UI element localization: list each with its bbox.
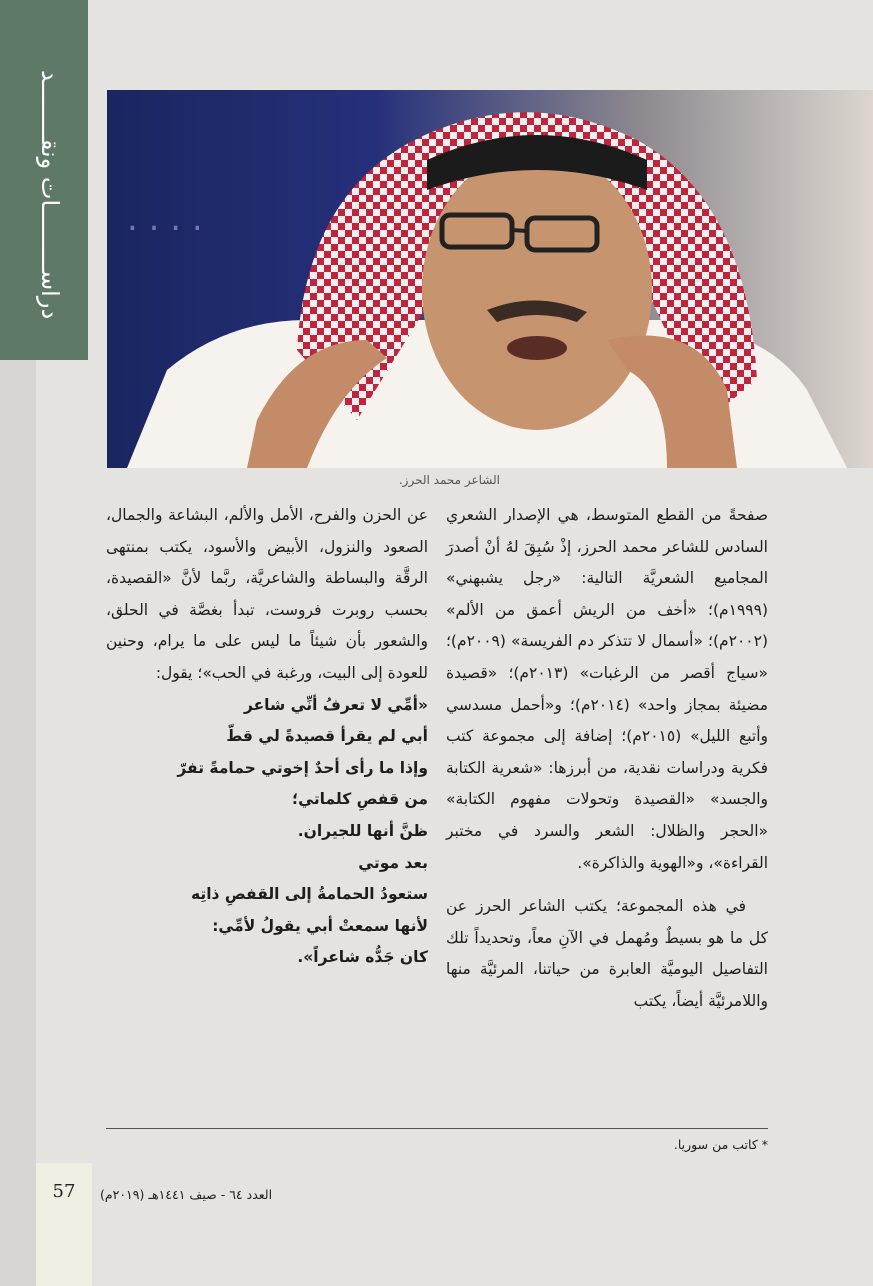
poem-line: وإذا ما رأى أحدٌ إخوتي حمامةً تفرّ [177, 758, 428, 777]
photo-caption: الشاعر محمد الحرز. [398, 473, 500, 487]
article-column-right [446, 500, 768, 1018]
poem-line: ستعودُ الحمامةُ إلى القفصِ ذاتِه [191, 885, 428, 904]
poem-line: ظنَّ أنها للجيران. [297, 821, 428, 840]
article-paragraph: في هذه المجموعة؛ يكتب الشاعر الحرز عن كل ما هو بسيطٌ ومُهمل في الآنِ معاً، وتحديداً تلك التفاصيل اليوميَّة العابرة من حياتنا، المرئيَّة منها واللامرئيَّة أيضاً، يكتب [446, 897, 768, 1010]
footnote-divider [106, 1128, 768, 1129]
poem-line: كان جَدُّه شاعراً». [297, 948, 428, 967]
poem-line: لأنها سمعتْ أبي يقولُ لأمِّي: [212, 916, 428, 935]
article-paragraph: صفحةً من القطع المتوسط، هي الإصدار الشعري السادس للشاعر محمد الحرز، إذْ سُبِقَ لهُ أنْ أصدرَ المجاميع الشعريَّة التالية: «رجل يشبهني» (١٩٩٩م)؛ «أخف من الريش أعمق من الألم» (٢٠٠٢م)؛ «أسمال لا تتذكر دم الفريسة» (٢٠٠٩م)؛ «سياج أقصر من الرغبات» (٢٠١٣م)؛ «قصيدة مضيئة بمجاز واحد» (٢٠١٤م)؛ و«أحمل مسدسي وأتبع الليل» (٢٠١٥م)؛ إضافة إلى مجموعة كتب فكرية ودراسات نقدية، من أبرزها: «شعرية الكتابة والجسد» «القصيدة وتحولات مفهوم الكتابة» «الحجر والظلال: الشعر والسرد في مختبر القراءة»، و«الهوية والذاكرة». [446, 506, 769, 872]
section-sidebar [0, 0, 88, 360]
margin-strip [0, 360, 36, 1286]
poet-photo [107, 90, 873, 468]
issue-info: العدد ٦٤ - صيف ١٤٤١هـ (٢٠١٩م) [100, 1187, 273, 1202]
page-number: 57 [52, 1181, 76, 1202]
poem-excerpt [106, 690, 428, 974]
poem-line: أبي لم يقرأ قصيدةً لي قطّ [226, 727, 428, 746]
article-column-left [106, 500, 428, 974]
page-number-box [36, 1163, 92, 1286]
poet-portrait-image [107, 90, 873, 468]
poem-line: «أمِّي لا تعرفُ أنِّي شاعر [243, 695, 428, 714]
poem-line: من قفصِ كلماتي؛ [291, 790, 428, 809]
article-paragraph: عن الحزن والفرح، الأمل والألم، البشاعة والجمال، الصعود والنزول، الأبيض والأسود، يكتب بمنتهى الرقَّة والبساطة والشاعريَّة، ربَّما لأنَّ «القصيدة، بحسب روبرت فروست، تبدأ بغصَّة في الحلق، والشعور بأن شيئاً ما ليس على ما يرام، وحنين للعودة إلى البيت، ورغبة في الحب»؛ يقول: [106, 506, 428, 682]
section-title: دراســـــــــات ونقــــــــد [36, 70, 64, 320]
poem-line: بعد موتي [358, 853, 428, 872]
footnote: * كاتب من سوريا. [673, 1137, 768, 1152]
svg-text:. . . .: . . . . [127, 199, 203, 239]
